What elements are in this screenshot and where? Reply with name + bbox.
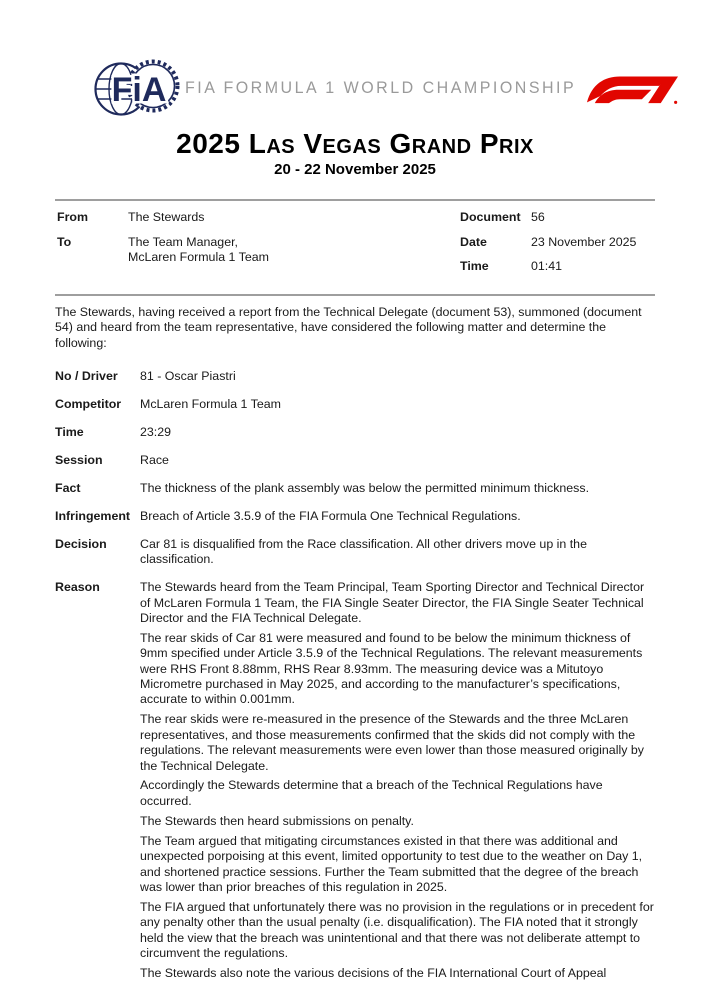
field-value: Race: [140, 452, 169, 467]
document-label: Document: [460, 210, 521, 224]
from-label: From: [57, 210, 88, 224]
field-label: Time: [55, 424, 84, 439]
field-row-time: [55, 425, 655, 441]
event-title-block: [55, 128, 655, 178]
fia-logo-letters: FiA: [111, 71, 167, 109]
meta-row-to: [57, 235, 460, 266]
field-row-decision: [55, 537, 655, 568]
reason-paragraph: The Team argued that mitigating circumstances existed in that there was additional and unexpected porpoising at this event, limited opportunity to test due to the weather on Day 1, and shortened practice sessions. Further the Team submitted that the degree of the breach was lower than prior breaches of this regulation in 2025.: [140, 833, 643, 894]
field-label: Decision: [55, 536, 107, 551]
field-row-infringement: [55, 509, 655, 525]
date-label: Date: [460, 234, 487, 249]
meta-from-to: [57, 210, 460, 284]
reason-paragraph: The Stewards then heard submissions on penalty.: [140, 813, 414, 828]
to-value-line2: McLaren Formula 1 Team: [128, 250, 269, 264]
meta-table: [55, 201, 655, 294]
meta-document-info: [460, 210, 653, 284]
reason-paragraph: Accordingly the Stewards determine that a breach of the Technical Regulations have occurred.: [140, 778, 603, 808]
reason-paragraph: The Stewards also note the various decisions of the FIA International Court of Appeal: [140, 965, 607, 980]
event-dates: 20 - 22 November 2025: [274, 161, 436, 178]
document-value: 56: [531, 210, 545, 224]
reason-paragraph: The rear skids of Car 81 were measured and found to be below the minimum thickness of 9mm specified under Article 3.5.9 of the Technical Regulations. The relevant measurements were RHS Front 8.88mm, RHS Rear 8.93mm. The measuring device was a Mitutoyo Micrometre purchased in May 2025, and according to the manufacturer’s specifications, accurate to within 0.001mm.: [140, 630, 643, 707]
reason-paragraph: The rear skids were re-measured in the presence of the Stewards and the three McLaren representatives, and those measurements confirmed that the skids did not comply with the regulations. The relevant measurements were even lower than those measured originally by the Technical Delegate.: [140, 712, 644, 773]
field-value: The thickness of the plank assembly was below the permitted minimum thickness.: [140, 480, 590, 495]
decision-fields: [55, 369, 655, 986]
field-label: Competitor: [55, 396, 122, 411]
from-value: The Stewards: [128, 210, 205, 224]
fia-logo-icon: [93, 56, 185, 122]
field-value: 81 - Oscar Piastri: [140, 368, 236, 383]
field-row-no-driver: [55, 369, 655, 385]
field-row-session: [55, 453, 655, 469]
field-value: McLaren Formula 1 Team: [140, 396, 281, 411]
intro-paragraph: The Stewards, having received a report from the Technical Delegate (document 53), summoned (document 54) and heard from the team representative, have considered the following matter and determine the following:: [55, 304, 642, 350]
field-row-reason: [55, 580, 655, 986]
time-label: Time: [460, 259, 489, 273]
f1-logo-icon: [576, 72, 678, 106]
field-row-fact: [55, 481, 655, 497]
field-value: Breach of Article 3.5.9 of the FIA Formula One Technical Regulations.: [140, 508, 521, 523]
field-row-competitor: [55, 397, 655, 413]
reason-paragraphs: [140, 580, 655, 986]
reason-paragraph: The Stewards heard from the Team Principal, Team Sporting Director and Technical Director of McLaren Formula 1 Team, the FIA Single Seater Director, the FIA Single Seater Technical Director and the FIA Technical Delegate.: [140, 580, 645, 625]
reason-paragraph: The FIA argued that unfortunately there was no provision in the regulations or in precedent for any penalty other than the usual penalty (i.e. disqualification). The FIA noted that it strongly held the view that the breach was unintentional and that there was not deliberate attempt to circumvent the regulations.: [140, 899, 654, 961]
to-value: [128, 235, 269, 266]
meta-row-from: [57, 210, 460, 226]
divider-bottom: [55, 294, 655, 296]
date-value: 23 November 2025: [531, 234, 637, 249]
field-value: Car 81 is disqualified from the Race classification. All other drivers move up in the classification.: [140, 536, 587, 567]
field-label: No / Driver: [55, 368, 118, 383]
meta-row-date: [460, 235, 653, 251]
championship-title: FIA FORMULA 1 WORLD CHAMPIONSHIP: [185, 79, 577, 98]
document-header: [55, 0, 655, 122]
field-label: Infringement: [55, 508, 131, 523]
field-label: Session: [55, 452, 103, 467]
meta-row-document: [460, 210, 653, 226]
field-label: Fact: [55, 480, 81, 495]
to-label: To: [57, 234, 72, 249]
to-value-line1: The Team Manager,: [128, 234, 238, 249]
time-value: 01:41: [531, 259, 563, 273]
reason-label: Reason: [55, 580, 100, 595]
field-value: 23:29: [140, 424, 172, 439]
meta-row-time: [460, 259, 653, 275]
event-title: 2025 Las Vegas Grand Prix: [176, 128, 534, 159]
